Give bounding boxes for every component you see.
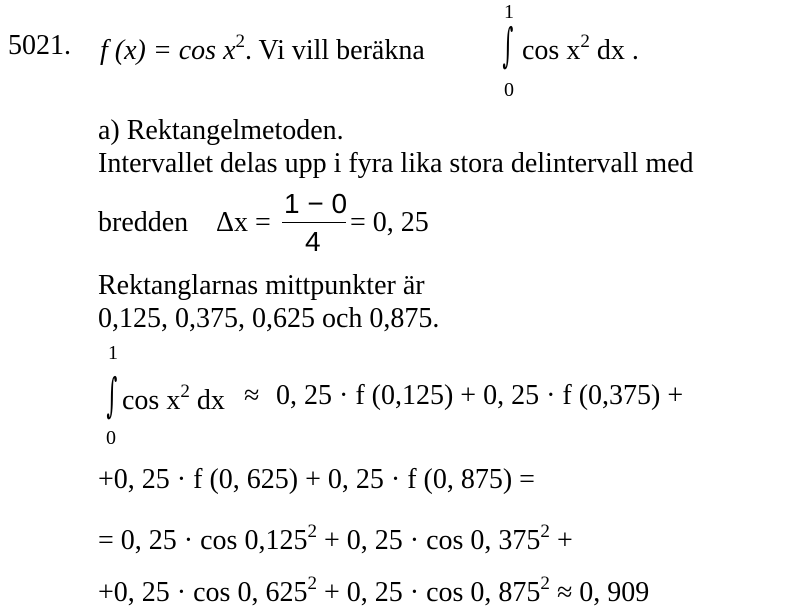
interval-sentence: Intervallet delas upp i fyra lika stora delintervall med	[98, 148, 694, 179]
approx-line-3-exp-2: 2	[540, 521, 550, 542]
width-prefix: bredden	[98, 207, 189, 238]
integral-upper-limit: 1	[504, 1, 514, 23]
approx-line-1: 0, 25 · f (0,125) + 0, 25 · f (0,375) +	[276, 380, 684, 411]
approx-line-4-part-b: + 0, 25 · cos 0, 875	[316, 576, 541, 608]
midpoints-values: 0,125, 0,375, 0,625 och 0,875.	[98, 303, 440, 334]
approx-integrand	[122, 382, 225, 415]
function-definition	[100, 32, 425, 65]
integral-lower-limit: 0	[504, 79, 514, 101]
approx-integral-symbol-icon: ∫	[106, 369, 118, 424]
midpoints-intro: Rektanglarnas mittpunkter är	[98, 270, 425, 301]
approx-line-3-exp-1: 2	[307, 521, 317, 542]
integrand	[522, 32, 639, 65]
approx-integral-upper-limit: 1	[108, 342, 118, 364]
approx-integral-sign	[104, 369, 120, 424]
approx-line-3-part-c: +	[549, 524, 573, 556]
integrand-text: cos x	[522, 34, 581, 66]
approx-sign: ≈	[244, 380, 260, 411]
fraction-bar	[282, 222, 346, 223]
fraction-numerator: 1 − 0	[284, 188, 348, 219]
approx-line-4-part-c: ≈ 0, 909	[549, 576, 650, 608]
approx-line-4-exp-1: 2	[307, 573, 317, 594]
approx-integrand-text: cos x	[122, 384, 181, 416]
delta-x: Δx =	[216, 207, 271, 238]
integrand-exponent: 2	[580, 31, 590, 52]
approx-line-4-part-a: +0, 25 · cos 0, 625	[98, 576, 308, 608]
function-definition-text: f (x) = cos x	[100, 34, 236, 66]
integral-sign	[500, 19, 516, 74]
approx-integrand-dx: dx	[189, 384, 225, 416]
problem-sentence: . Vi vill beräkna	[245, 34, 425, 66]
integrand-dx: dx .	[589, 34, 639, 66]
approx-line-3	[98, 522, 573, 555]
approx-integral-lower-limit: 0	[106, 427, 116, 449]
approx-line-3-part-a: = 0, 25 · cos 0,125	[98, 524, 308, 556]
approx-line-3-part-b: + 0, 25 · cos 0, 375	[316, 524, 541, 556]
problem-number: 5021.	[8, 30, 71, 61]
part-a-heading: a) Rektangelmetoden.	[98, 115, 344, 146]
integral-symbol-icon: ∫	[502, 19, 514, 74]
approx-integrand-exponent: 2	[180, 381, 190, 402]
function-exponent: 2	[235, 31, 246, 52]
approx-line-4	[98, 574, 649, 607]
width-result: = 0, 25	[350, 207, 429, 238]
approx-line-2: +0, 25 · f (0, 625) + 0, 25 · f (0, 875) =	[98, 464, 535, 495]
fraction-denominator: 4	[305, 226, 321, 257]
approx-line-4-exp-2: 2	[540, 573, 550, 594]
